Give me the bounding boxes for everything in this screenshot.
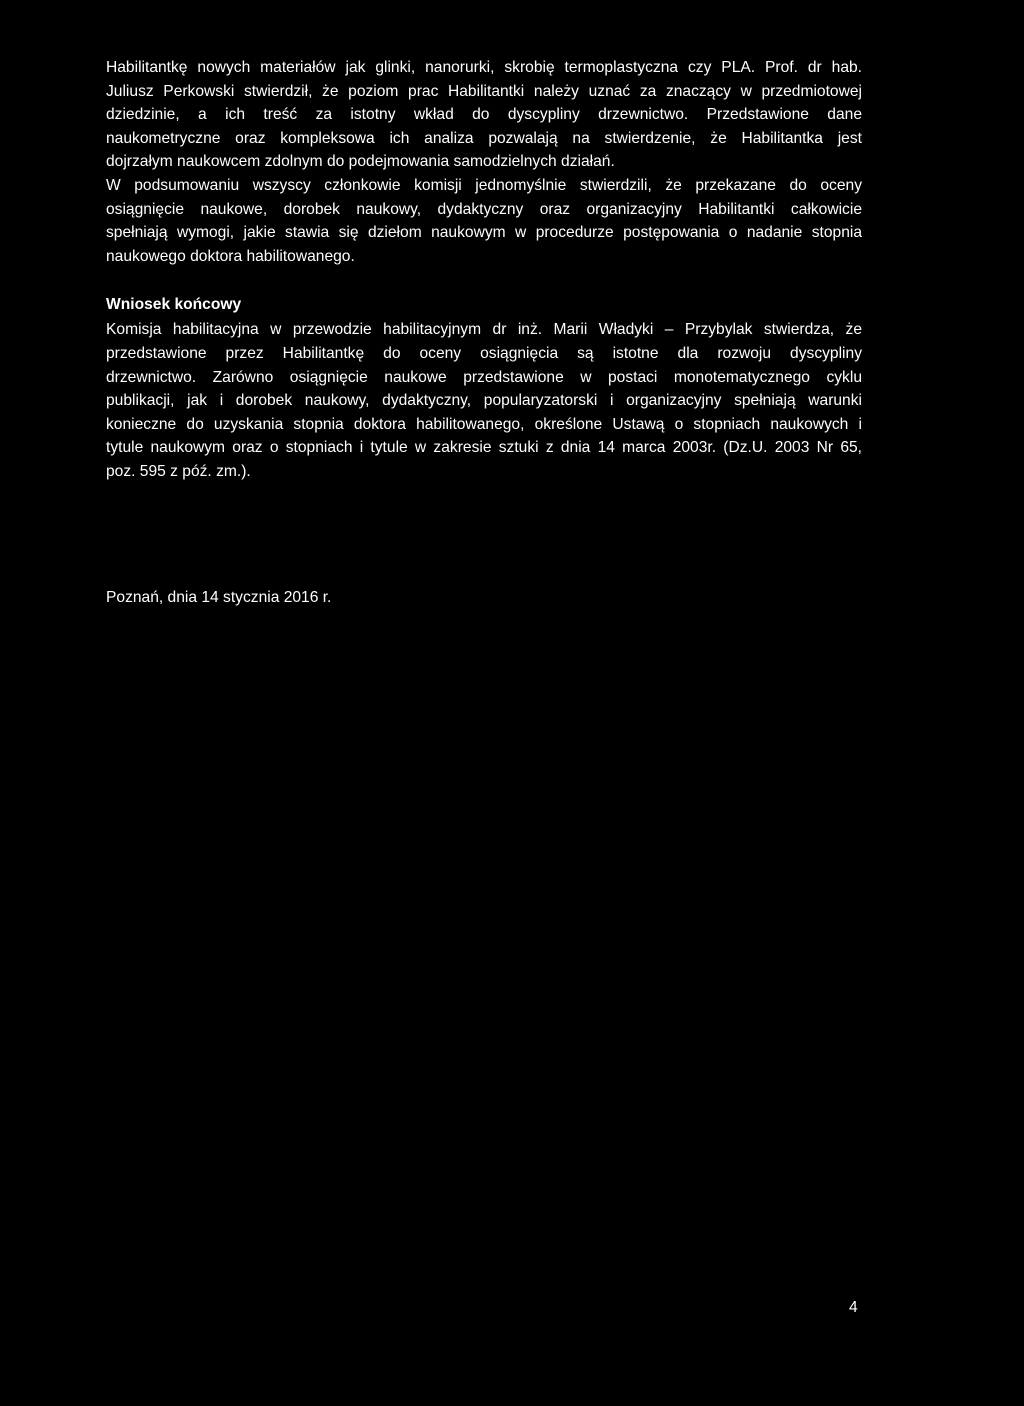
text-line: dojrzałym naukowcem zdolnym do podejmowania samodzielnych działań. [106, 153, 615, 171]
text-line: spełniają wymogi, jakie stawia się dziełom naukowym w procedurze postępowania o nadanie stopnia [106, 224, 862, 242]
text-line: poz. 595 z póź. zm.). [106, 462, 251, 480]
text-line: dziedzinie, a ich treść za istotny wkład do dyscypliny drzewnictwo. Przedstawione dane [106, 106, 862, 124]
document-page [106, 56, 862, 609]
text-line: naukowego doktora habilitowanego. [106, 247, 355, 265]
text-line: Komisja habilitacyjna w przewodzie habilitacyjnym dr inż. Marii Władyki – Przybylak stwierdza, że [106, 321, 862, 339]
text-line: Juliusz Perkowski stwierdził, że poziom prac Habilitantki należy uznać za znaczący w przedmiotowej [106, 82, 862, 100]
paragraph-conclusion [106, 318, 862, 483]
paragraph-summary [106, 174, 862, 268]
text-line: naukometryczne oraz kompleksowa ich analiza pozwalają na stwierdzenie, że Habilitantka jest [106, 129, 862, 147]
text-line: publikacji, jak i dorobek naukowy, dydaktyczny, popularyzatorski i organizacyjny spełniają warunki [106, 392, 862, 410]
section-heading: Wniosek końcowy [106, 296, 242, 314]
text-line: Habilitantkę nowych materiałów jak glinki, nanorurki, skrobię termoplastyczna czy PLA. Prof. dr hab. [106, 59, 862, 76]
text-line: W podsumowaniu wszyscy członkowie komisji jednomyślnie stwierdzili, że przekazane do oceny [106, 176, 862, 194]
place-date: Poznań, dnia 14 stycznia 2016 r. [106, 588, 332, 606]
text-line: konieczne do uzyskania stopnia doktora habilitowanego, określone Ustawą o stopniach naukowych i [106, 415, 862, 433]
text-line: drzewnictwo. Zarówno osiągnięcie naukowe przedstawione w postaci monotematycznego cyklu [106, 368, 862, 386]
text-line: osiągnięcie naukowe, dorobek naukowy, dydaktyczny oraz organizacyjny Habilitantki całkowicie [106, 200, 862, 218]
text-line: przedstawione przez Habilitantkę do oceny osiągnięcia są istotne dla rozwoju dyscypliny [106, 344, 862, 362]
page-number: 4 [849, 1299, 858, 1316]
text-line: tytule naukowym oraz o stopniach i tytule w zakresie sztuki z dnia 14 marca 2003r. (Dz.U. 2003 Nr 65, [106, 439, 862, 457]
paragraph-body-1 [106, 56, 862, 174]
